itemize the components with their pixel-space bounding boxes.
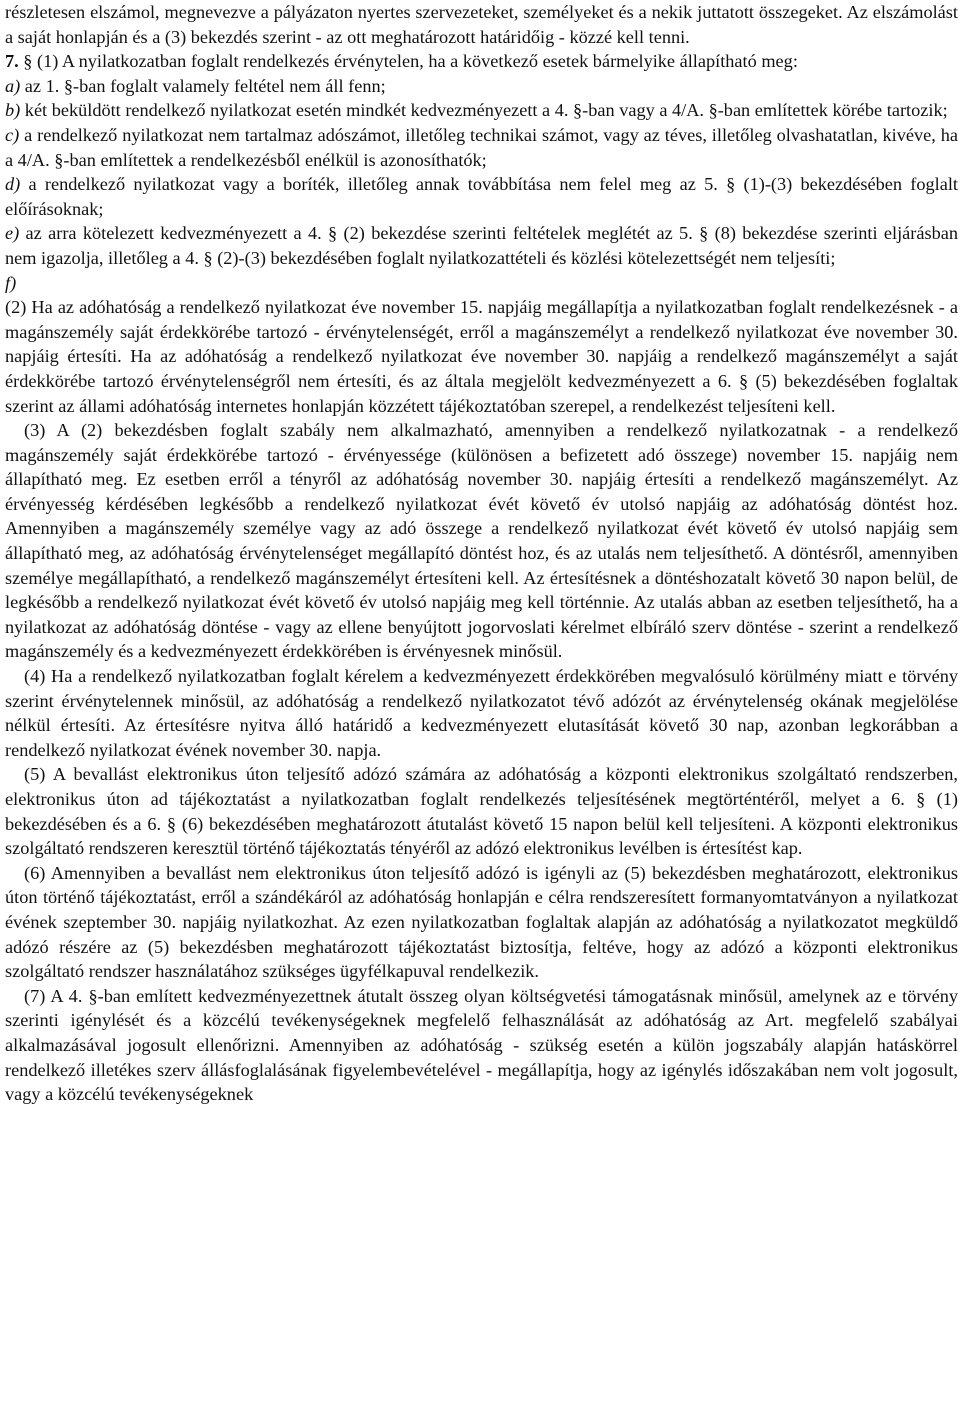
paragraph-text: részletesen elszámol, megnevezve a pályázaton nyertes szervezeteket, személyeket és a nekik juttatott összegeket. Az elszámolást a saját honlapján és a (3) bekezdés szerint - az ott meghatározott határidőig - közzé kell tenni. bbox=[5, 2, 958, 47]
point-f bbox=[5, 271, 958, 296]
paragraph-text: (5) A bevallást elektronikus úton teljesítő adózó számára az adóhatóság a központi elektronikus szolgáltató rendszerben, elektronikus úton ad tájékoztatást a nyilatkozatban foglalt rendelkezés teljesítésének megtörténtéről, melyet a 6. § (1) bekezdésében és a 6. § (6) bekezdésében meghatározott átutalást követő 15 napon belül kell teljesíteni. A központi elektronikus szolgáltató rendszeren keresztül történő tájékoztatás tényéről az adózó elektronikus levélben is értesítést kap. bbox=[5, 764, 958, 859]
paragraph-3 bbox=[5, 418, 958, 664]
point-text: a rendelkező nyilatkozat nem tartalmaz adószámot, illetőleg technikai számot, vagy az téves, illetőleg olvashatatlan, kivéve, ha a 4/A. §-ban említettek a rendelkezésből enélkül is azonosíthatók; bbox=[5, 124, 958, 170]
paragraph-text: (6) Amennyiben a bevallást nem elektronikus úton teljesítő adózó is igényli az (5) bekezdésben meghatározott, elektronikus úton történő tájékoztatást, erről a szándékáról az adóhatóság honlapján e célra rendszeresített formanyomtatványon a nyilatkozat évének szeptember 30. napjáig nyilatkozhat. Az ezen nyilatkozatban foglaltak alapján az adóhatóság a nyilatkozatot megküldő adózó részére az (5) bekezdésben meghatározott tájékoztatást biztosítja, feltéve, hogy az adózó a központi elektronikus szolgáltató rendszer használatához szükséges ügyfélkapuval rendelkezik. bbox=[5, 862, 958, 982]
document-page bbox=[5, 0, 958, 1107]
point-d bbox=[5, 172, 958, 221]
section-7-heading bbox=[5, 49, 958, 74]
point-c bbox=[5, 123, 958, 172]
section-number: 7. bbox=[5, 51, 24, 72]
point-a bbox=[5, 74, 958, 99]
paragraph-text: § (1) A nyilatkozatban foglalt rendelkezés érvénytelen, ha a következő esetek bármelyike állapítható meg: bbox=[23, 51, 798, 72]
paragraph-intro bbox=[5, 0, 958, 49]
point-label: d) bbox=[5, 174, 21, 195]
point-text: az 1. §-ban foglalt valamely feltétel nem áll fenn; bbox=[20, 75, 386, 96]
point-b bbox=[5, 98, 958, 123]
paragraph-text: (2) Ha az adóhatóság a rendelkező nyilatkozat éve november 15. napjáig megállapítja a nyilatkozatban foglalt rendelkezésnek - a magánszemély saját érdekkörébe tartozó - érvénytelenségét, erről a magánszemélyt a rendelkező nyilatkozat éve november 30. napjáig értesíti. Ha az adóhatóság a rendelkező nyilatkozat éve november 30. napjáig a rendelkező magánszemélyt a saját érdekkörébe tartozó érvénytelenségről nem értesíti, és az általa megjelölt kedvezményezett a 6. § (5) bekezdésében foglaltak szerint az állami adóhatóság internetes honlapján közzétett tájékoztatóban szerepel, a rendelkezést teljesíteni kell. bbox=[5, 297, 958, 416]
point-text: két beküldött rendelkező nyilatkozat esetén mindkét kedvezményezett a 4. §-ban vagy a 4/A. §-ban említettek körébe tartozik; bbox=[20, 100, 948, 121]
point-text: az arra kötelezett kedvezményezett a 4. § (2) bekezdése szerinti feltételek meglétét az 5. § (8) bekezdése szerinti eljárásban nem igazolja, illetőleg a 4. § (2)-(3) bekezdésében foglalt nyilatkozattételi és közlési kötelezettségét nem teljesíti; bbox=[5, 223, 958, 268]
point-e bbox=[5, 221, 958, 270]
paragraph-text: (4) Ha a rendelkező nyilatkozatban foglalt kérelem a kedvezményezett érdekkörében megvalósuló körülmény miatt e törvény szerint érvénytelennek minősül, az adóhatóság a rendelkező nyilatkozatot tévő adózót az érvénytelenség okának megjelölése nélkül értesíti. Az értesítésre nyitva álló határidő a kedvezményezett elutasítását követő 30 nap, azonban legkorábban a rendelkező nyilatkozat évének november 30. napja. bbox=[5, 666, 958, 760]
point-label: a) bbox=[5, 75, 21, 96]
point-label: b) bbox=[5, 100, 21, 121]
paragraph-2 bbox=[5, 295, 958, 418]
paragraph-6 bbox=[5, 861, 958, 984]
paragraph-7 bbox=[5, 984, 958, 1107]
paragraph-text: (7) A 4. §-ban említett kedvezményezettnek átutalt összeg olyan költségvetési támogatásnak minősül, amelynek az e törvény szerinti igénylését és a közcélú tevékenységeknek megfelelő felhasználását az adóhatóság az Art. megfelelő szabályai alkalmazásával jogosult ellenőrizni. Amennyiben az adóhatóság - szükség esetén a külön jogszabály alapján hatáskörrel rendelkező illetékes szerv állásfoglalásának figyelembevételével - megállapítja, hogy az igénylés időszakában nem volt jogosult, vagy a közcélú tevékenységeknek bbox=[5, 985, 958, 1105]
point-text: a rendelkező nyilatkozat vagy a boríték, illetőleg annak továbbítása nem felel meg az 5. § (1)-(3) bekezdésében foglalt előírásoknak; bbox=[5, 174, 958, 219]
point-label: e) bbox=[5, 223, 20, 244]
point-label: f) bbox=[5, 272, 17, 293]
paragraph-5 bbox=[5, 762, 958, 860]
paragraph-text: (3) A (2) bekezdésben foglalt szabály nem alkalmazható, amennyiben a rendelkező nyilatkozatnak - a rendelkező magánszemély saját érdekkörébe tartozó - érvényessége (különösen a befizetett adó összege) november 15. napjáig nem állapítható meg. Ez esetben erről a tényről az adóhatóság november 30. napjáig értesíti a rendelkező magánszemélyt. Az érvényesség kérdésében legkésőbb a rendelkező nyilatkozat évét követő év utolsó napjáig az adóhatóság döntést hoz. Amennyiben a magánszemély személye vagy az adó összege a rendelkező nyilatkozat évét követő év utolsó napjáig sem állapítható meg, az adóhatóság érvénytelenséget megállapító döntést hoz, és az utalás nem teljesíthető. A döntésről, amennyiben személye megállapítható, a rendelkező magánszemélyt értesíteni kell. Az értesítésnek a döntéshozatalt követő 30 napon belül, de legkésőbb a rendelkező nyilatkozat évét követő év utolsó napjáig meg kell történnie. Az utalás abban az esetben teljesíthető, ha a nyilatkozat az adóhatóság döntése - vagy az ellene benyújtott jogorvoslati kérelmet elbíráló szerv döntése - szerint a rendelkező magánszemély és a kedvezményezett érdekkörében is érvényesnek minősül. bbox=[5, 420, 958, 662]
point-label: c) bbox=[5, 124, 20, 145]
paragraph-4 bbox=[5, 664, 958, 762]
